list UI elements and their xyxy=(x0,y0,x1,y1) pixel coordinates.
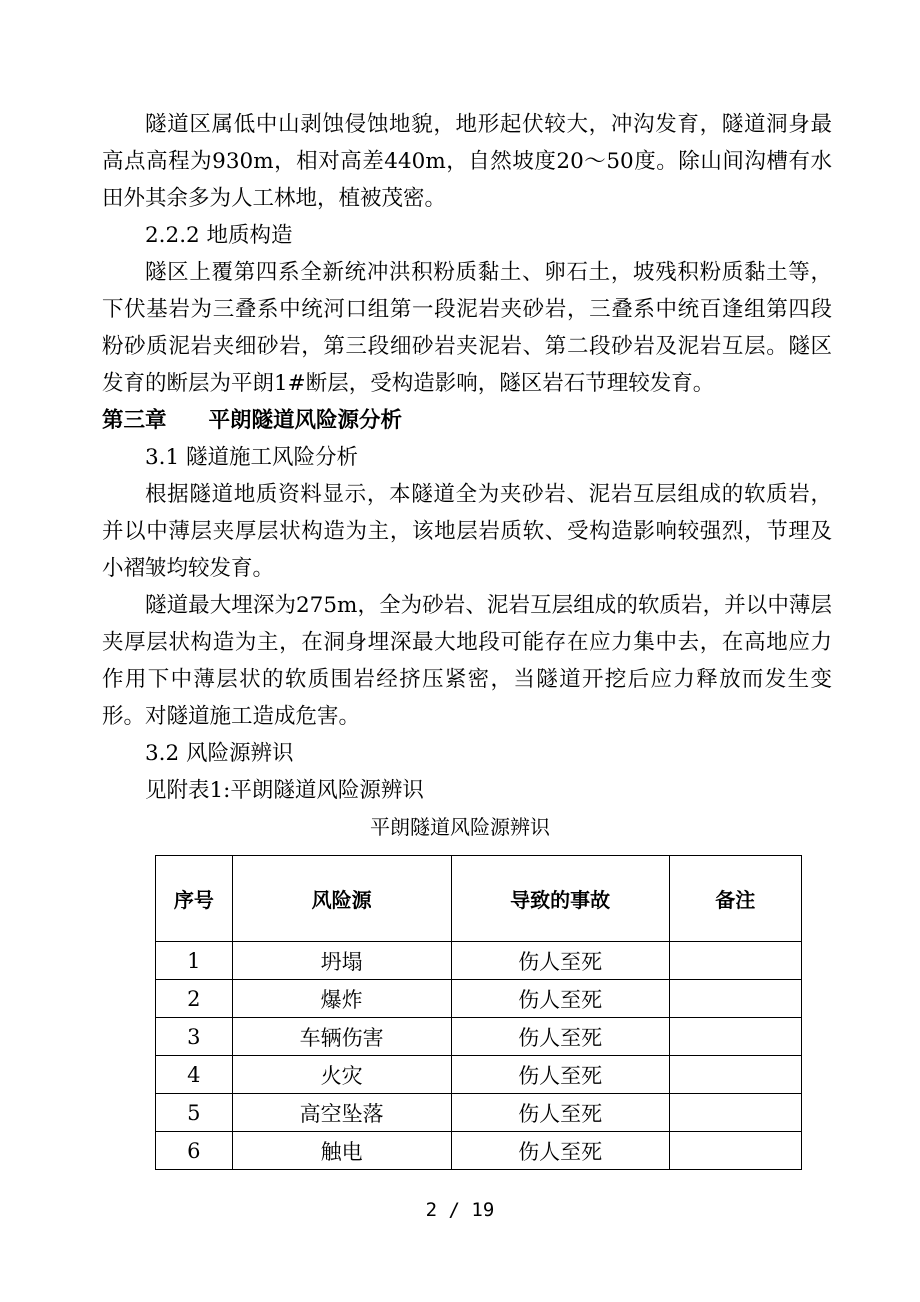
table-header-row xyxy=(156,856,802,942)
table-row xyxy=(156,1094,802,1132)
cell-note xyxy=(669,1018,801,1056)
section-heading-geology: 2.2.2 地质构造 xyxy=(145,223,293,248)
header-accident: 导致的事故 xyxy=(451,856,669,942)
cell-accident: 伤人至死 xyxy=(451,980,669,1018)
cell-accident: 伤人至死 xyxy=(451,1094,669,1132)
table-caption: 平朗隧道风险源辨识 xyxy=(370,815,550,839)
cell-accident: 伤人至死 xyxy=(451,942,669,980)
cell-no: 4 xyxy=(156,1056,233,1094)
cell-source: 火灾 xyxy=(232,1056,451,1094)
section-heading-risk-identification: 3.2 风险源辨识 xyxy=(145,741,294,766)
risk-analysis-paragraph-1: 根据隧道地质资料显示，本隧道全为夹砂岩、泥岩互层组成的软质岩，并以中薄层夹厚层状构造为主，该地层岩质软、受构造影响较强烈，节理及小褶皱均较发育。 xyxy=(102,482,832,581)
cell-source: 爆炸 xyxy=(232,980,451,1018)
cell-no: 2 xyxy=(156,980,233,1018)
chapter-number: 第三章 xyxy=(102,408,167,433)
page-number: 2 / 19 xyxy=(425,1199,495,1221)
cell-accident: 伤人至死 xyxy=(451,1056,669,1094)
table-row xyxy=(156,1056,802,1094)
risk-source-table xyxy=(155,855,802,1170)
cell-source: 车辆伤害 xyxy=(232,1018,451,1056)
cell-no: 1 xyxy=(156,942,233,980)
cell-no: 3 xyxy=(156,1018,233,1056)
cell-no: 5 xyxy=(156,1094,233,1132)
section-heading-risk-analysis: 3.1 隧道施工风险分析 xyxy=(145,445,359,470)
cell-source: 坍塌 xyxy=(232,942,451,980)
cell-note xyxy=(669,1094,801,1132)
chapter-heading xyxy=(102,402,402,439)
table-row xyxy=(156,980,802,1018)
header-note: 备注 xyxy=(669,856,801,942)
terrain-paragraph: 隧道区属低中山剥蚀侵蚀地貌，地形起伏较大，冲沟发育，隧道洞身最高点高程为930m，相对高差440m，自然坡度20～50度。除山间沟槽有水田外其余多为人工林地，植被茂密。 xyxy=(102,112,832,211)
geology-paragraph: 隧区上覆第四系全新统冲洪积粉质黏土、卵石土，坡残积粉质黏土等，下伏基岩为三叠系中统河口组第一段泥岩夹砂岩，三叠系中统百逢组第四段粉砂质泥岩夹细砂岩，第三段细砂岩夹泥岩、第二段砂岩及泥岩互层。隧区发育的断层为平朗1#断层，受构造影响，隧区岩石节理较发育。 xyxy=(102,260,832,396)
table-row xyxy=(156,1132,802,1170)
header-source: 风险源 xyxy=(232,856,451,942)
cell-accident: 伤人至死 xyxy=(451,1018,669,1056)
cell-note xyxy=(669,980,801,1018)
table-row xyxy=(156,1018,802,1056)
cell-accident: 伤人至死 xyxy=(451,1132,669,1170)
cell-source: 高空坠落 xyxy=(232,1094,451,1132)
table-reference: 见附表1:平朗隧道风险源辨识 xyxy=(145,778,424,803)
cell-note xyxy=(669,942,801,980)
chapter-title: 平朗隧道风险源分析 xyxy=(208,408,403,433)
table-row xyxy=(156,942,802,980)
cell-no: 6 xyxy=(156,1132,233,1170)
cell-note xyxy=(669,1132,801,1170)
cell-note xyxy=(669,1056,801,1094)
cell-source: 触电 xyxy=(232,1132,451,1170)
header-no: 序号 xyxy=(156,856,233,942)
risk-analysis-paragraph-2: 隧道最大埋深为275m，全为砂岩、泥岩互层组成的软质岩，并以中薄层夹厚层状构造为主，在洞身埋深最大地段可能存在应力集中去，在高地应力作用下中薄层状的软质围岩经挤压紧密，当隧道开挖后应力释放而发生变形。对隧道施工造成危害。 xyxy=(102,593,832,729)
